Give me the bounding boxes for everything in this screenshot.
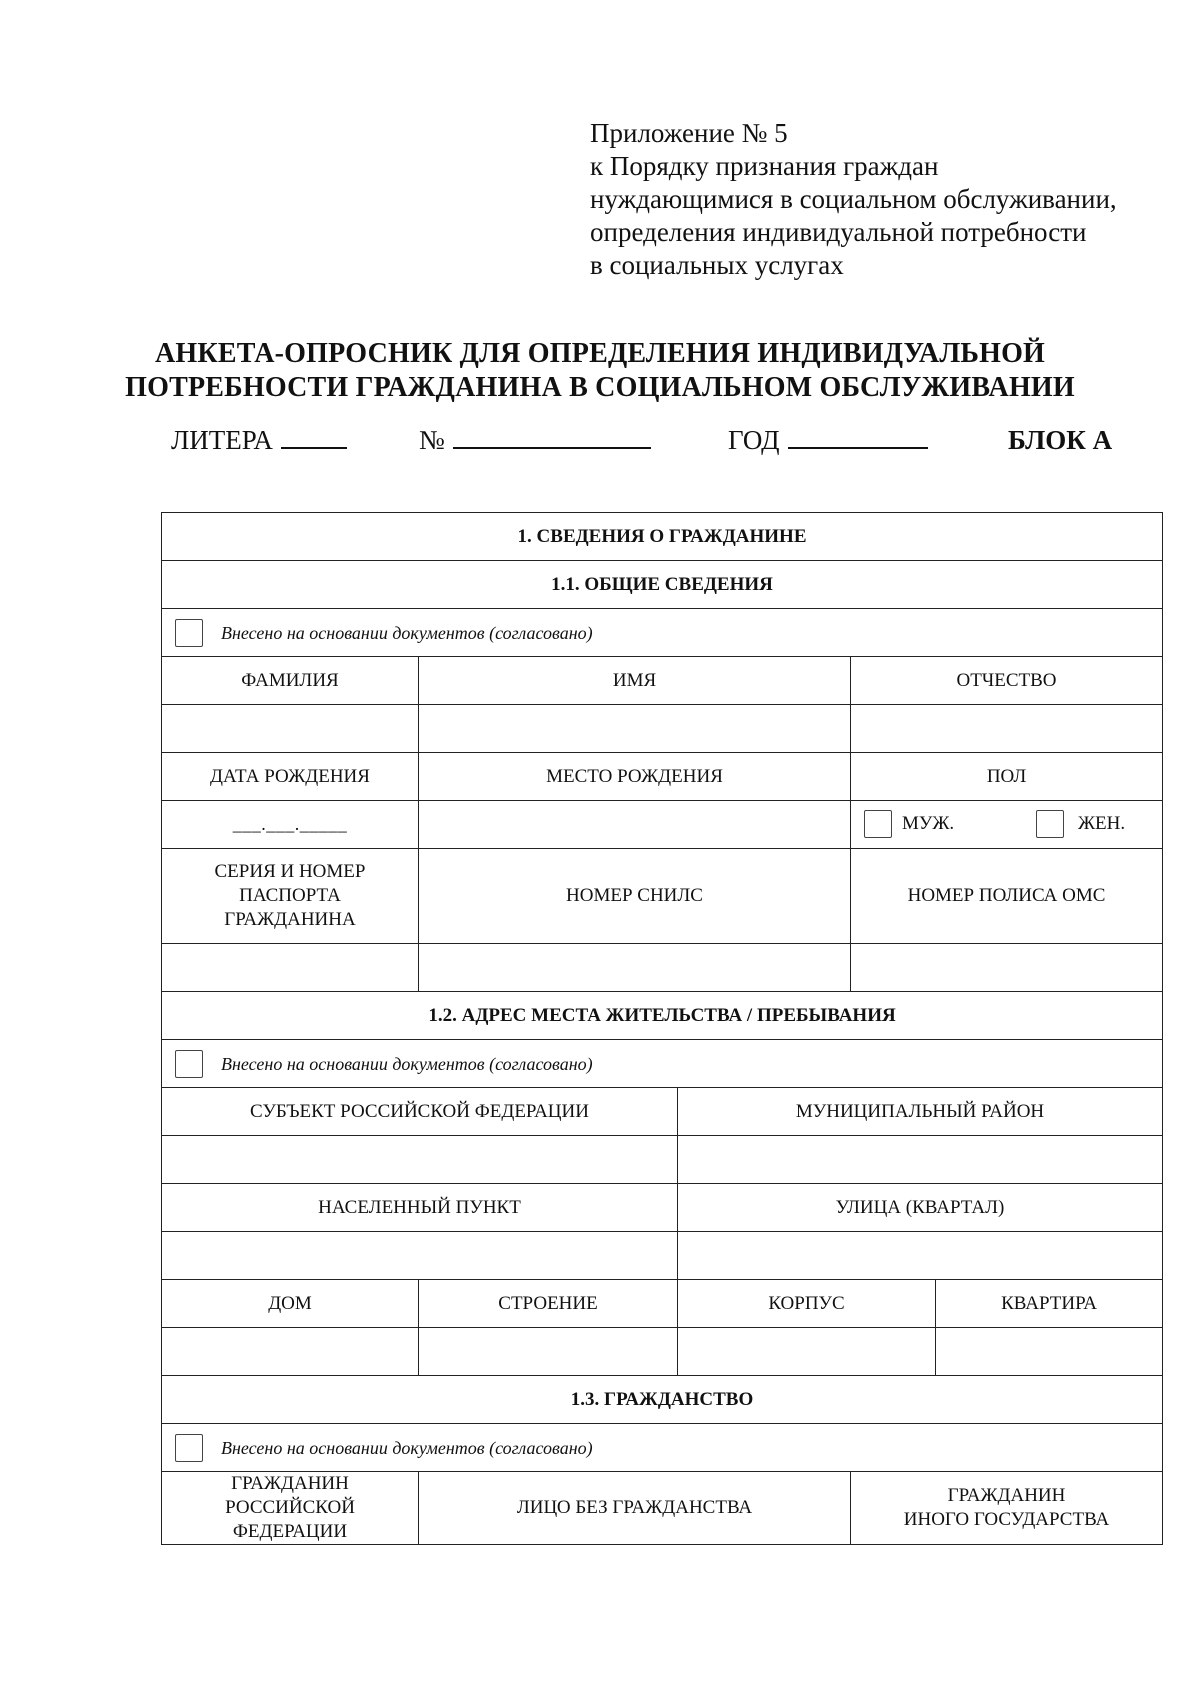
citizen-info-form: [161, 512, 1162, 1545]
passport-label-line-1: СЕРИЯ И НОМЕР ПАСПОРТА: [214, 861, 366, 906]
documents-confirmation-row: [162, 1040, 1163, 1088]
documents-note: Внесено на основании документов (согласовано): [221, 1053, 593, 1074]
apartment-label: КВАРТИРА: [936, 1280, 1163, 1328]
district-label: МУНИЦИПАЛЬНЫЙ РАЙОН: [678, 1088, 1163, 1136]
title-line-1: АНКЕТА-ОПРОСНИК ДЛЯ ОПРЕДЕЛЕНИЯ ИНДИВИДУАЛЬНОЙ: [154, 338, 1046, 369]
appendix-line: к Порядку признания граждан: [590, 151, 939, 181]
passport-label: [162, 849, 419, 944]
sex-options: [851, 801, 1163, 849]
form-table: [161, 512, 1163, 1545]
appendix-header: [590, 117, 1117, 282]
first-name-label: ИМЯ: [419, 657, 851, 705]
birth-place-input[interactable]: [419, 801, 851, 849]
citizenship-option-foreign[interactable]: [851, 1472, 1163, 1545]
street-label: УЛИЦА (КВАРТАЛ): [678, 1184, 1163, 1232]
male-checkbox[interactable]: [864, 810, 892, 838]
surname-label: ФАМИЛИЯ: [162, 657, 419, 705]
litera-label: ЛИТЕРА: [171, 425, 273, 455]
block-label: БЛОК А: [1008, 425, 1113, 455]
patronymic-input[interactable]: [851, 705, 1163, 753]
section-1-2-title: 1.2. АДРЕС МЕСТА ЖИТЕЛЬСТВА / ПРЕБЫВАНИЯ: [162, 992, 1163, 1040]
citizen-rf-line-1: ГРАЖДАНИН РОССИЙСКОЙ: [225, 1473, 355, 1518]
oms-label: НОМЕР ПОЛИСА ОМС: [851, 849, 1163, 944]
title-line-2: ПОТРЕБНОСТИ ГРАЖДАНИНА В СОЦИАЛЬНОМ ОБСЛУЖИВАНИИ: [125, 372, 1075, 403]
appendix-line: Приложение № 5: [590, 118, 788, 148]
year-field: [728, 425, 928, 456]
building-label: СТРОЕНИЕ: [419, 1280, 678, 1328]
document-title: [0, 337, 1200, 405]
year-input[interactable]: [788, 425, 928, 449]
sex-label: ПОЛ: [851, 753, 1163, 801]
birth-date-label: ДАТА РОЖДЕНИЯ: [162, 753, 419, 801]
citizenship-option-rf[interactable]: [162, 1472, 419, 1545]
passport-input[interactable]: [162, 944, 419, 992]
passport-label-line-2: ГРАЖДАНИНА: [224, 909, 356, 930]
birth-place-label: МЕСТО РОЖДЕНИЯ: [419, 753, 851, 801]
documents-checkbox-1-3[interactable]: [175, 1434, 203, 1462]
building-input[interactable]: [419, 1328, 678, 1376]
subject-label: СУБЪЕКТ РОССИЙСКОЙ ФЕДЕРАЦИИ: [162, 1088, 678, 1136]
female-checkbox[interactable]: [1036, 810, 1064, 838]
surname-input[interactable]: [162, 705, 419, 753]
documents-checkbox-1-2[interactable]: [175, 1050, 203, 1078]
snils-label: НОМЕР СНИЛС: [419, 849, 851, 944]
apartment-input[interactable]: [936, 1328, 1163, 1376]
foreign-line-1: ГРАЖДАНИН: [947, 1485, 1066, 1506]
litera-input[interactable]: [281, 425, 347, 449]
documents-confirmation-row: [162, 1424, 1163, 1472]
year-label: ГОД: [728, 425, 780, 455]
date-mask: ___.___._____: [232, 814, 348, 834]
section-1-1-title: 1.1. ОБЩИЕ СВЕДЕНИЯ: [162, 561, 1163, 609]
number-field: [419, 425, 651, 456]
section-1-3-title: 1.3. ГРАЖДАНСТВО: [162, 1376, 1163, 1424]
appendix-line: в социальных услугах: [590, 250, 844, 280]
female-label: ЖЕН.: [1078, 813, 1126, 834]
male-label: МУЖ.: [902, 813, 955, 834]
block-input[interactable]: [678, 1328, 936, 1376]
appendix-line: определения индивидуальной потребности: [590, 217, 1087, 247]
district-input[interactable]: [678, 1136, 1163, 1184]
documents-note: Внесено на основании документов (согласовано): [221, 622, 593, 643]
citizen-rf-line-2: ФЕДЕРАЦИИ: [232, 1521, 348, 1542]
litera-field: [171, 425, 347, 456]
house-input[interactable]: [162, 1328, 419, 1376]
subject-input[interactable]: [162, 1136, 678, 1184]
sex-option-female[interactable]: [1036, 810, 1125, 838]
section-1-title: 1. СВЕДЕНИЯ О ГРАЖДАНИНЕ: [162, 513, 1163, 561]
documents-confirmation-row: [162, 609, 1163, 657]
first-name-input[interactable]: [419, 705, 851, 753]
documents-note: Внесено на основании документов (согласовано): [221, 1437, 593, 1458]
block-label-cell: КОРПУС: [678, 1280, 936, 1328]
number-label: №: [419, 425, 445, 455]
birth-date-input[interactable]: [162, 801, 419, 849]
documents-checkbox-1-1[interactable]: [175, 619, 203, 647]
sex-option-male[interactable]: [864, 810, 954, 838]
locality-label: НАСЕЛЕННЫЙ ПУНКТ: [162, 1184, 678, 1232]
number-input[interactable]: [453, 425, 651, 449]
house-label: ДОМ: [162, 1280, 419, 1328]
snils-input[interactable]: [419, 944, 851, 992]
locality-input[interactable]: [162, 1232, 678, 1280]
appendix-line: нуждающимися в социальном обслуживании,: [590, 184, 1117, 214]
patronymic-label: ОТЧЕСТВО: [851, 657, 1163, 705]
oms-input[interactable]: [851, 944, 1163, 992]
street-input[interactable]: [678, 1232, 1163, 1280]
foreign-line-2: ИНОГО ГОСУДАРСТВА: [903, 1509, 1110, 1530]
citizenship-option-stateless[interactable]: ЛИЦО БЕЗ ГРАЖДАНСТВА: [419, 1472, 851, 1545]
